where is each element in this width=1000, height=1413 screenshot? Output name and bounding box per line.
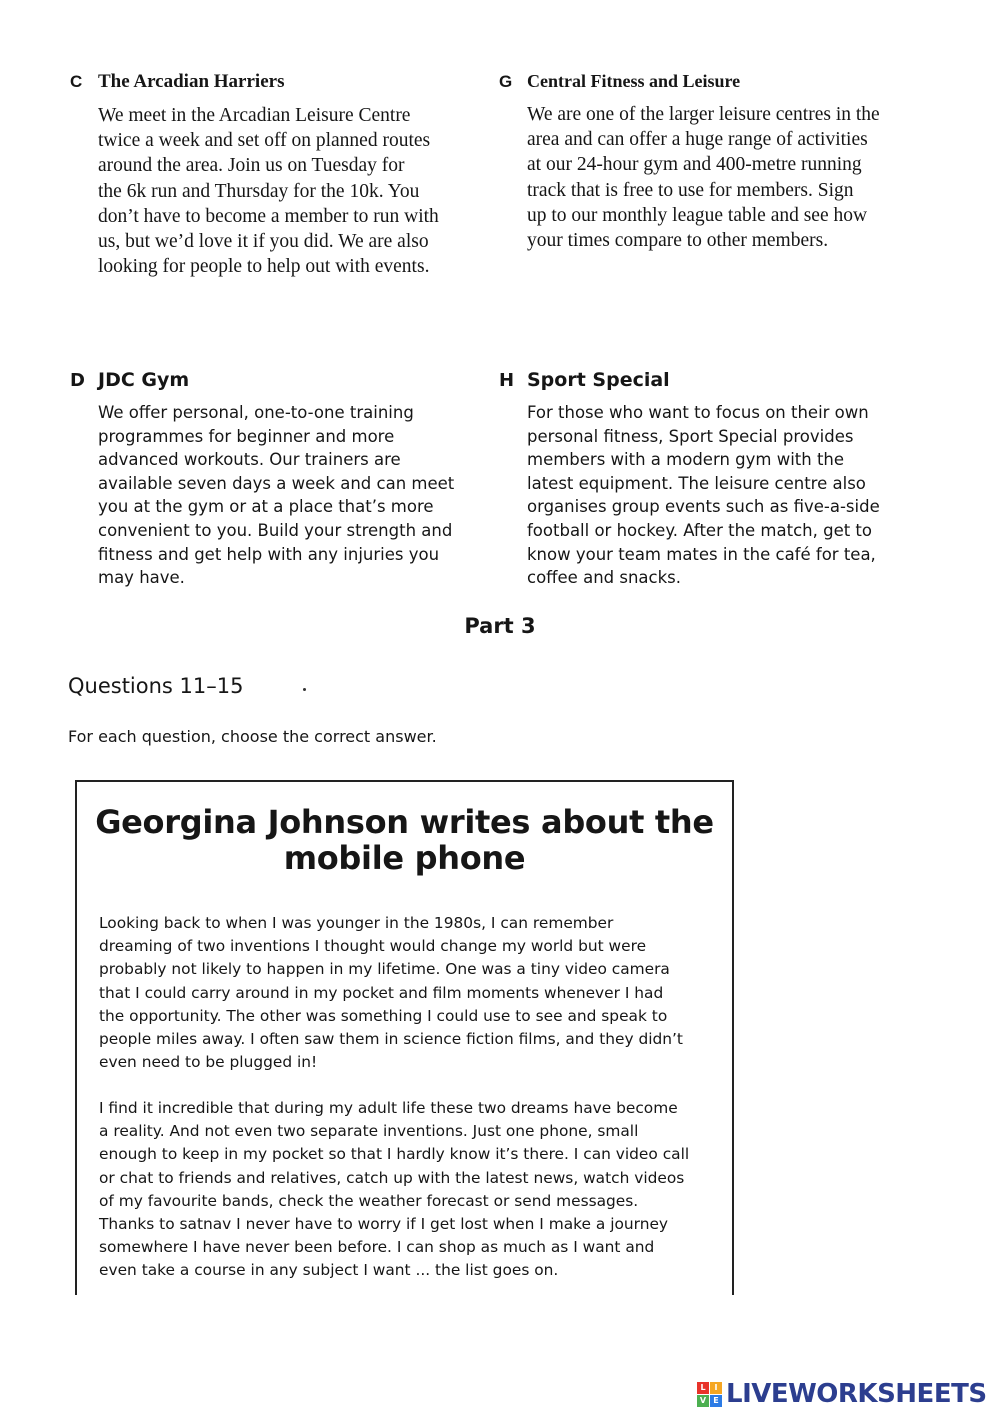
advert-h-header bbox=[499, 369, 939, 391]
advert-c-body: We meet in the Arcadian Leisure Centre twice a week and set off on planned routes around the area. Join us on Tuesday for the 6k run and Thursday for the 10k. You don’t have to become a member to run with us, but we’d love it if you did. We are also looking for people to help out with events. bbox=[98, 105, 439, 278]
advert-g-header bbox=[499, 71, 939, 92]
advert-g-title: Central Fitness and Leisure bbox=[527, 71, 741, 91]
liveworksheets-brand[interactable] bbox=[697, 1379, 987, 1409]
logo-letter-i: I bbox=[710, 1382, 722, 1394]
advert-c-title: The Arcadian Harriers bbox=[98, 71, 285, 92]
advert-c-letter: C bbox=[70, 72, 83, 91]
article-paragraph-1: Looking back to when I was younger in the 1980s, I can remember dreaming of two inventions I thought would change my world but were probably not likely to happen in my lifetime. One was a tiny video camera that I could carry around in my pocket and film moments whenever I had the opportunity. The other was something I could use to see and speak to people miles away. I often saw them in science fiction films, and they didn’t even need to be plugged in! bbox=[99, 914, 683, 1072]
advert-d-letter: D bbox=[70, 370, 85, 391]
advert-g bbox=[499, 71, 939, 253]
advert-d bbox=[70, 369, 490, 590]
advert-c-header bbox=[70, 71, 490, 93]
advert-d-title: JDC Gym bbox=[98, 369, 190, 391]
questions-heading: Questions 11–15 bbox=[68, 674, 244, 698]
logo-letter-v: V bbox=[697, 1395, 709, 1407]
advert-h-letter: H bbox=[499, 370, 515, 391]
instruction-text: For each question, choose the correct answer. bbox=[68, 727, 437, 746]
advert-d-body: We offer personal, one-to-one training programmes for beginner and more advanced workouts. Our trainers are available seven days a week and can meet you at the gym or at a place that’s more convenient to you. Build your strength and fitness and get help with any injuries you may have. bbox=[98, 403, 455, 588]
brand-name: LIVEWORKSHEETS bbox=[726, 1379, 987, 1409]
part-title: Part 3 bbox=[464, 614, 536, 638]
advert-d-header bbox=[70, 369, 490, 391]
liveworksheets-logo-icon bbox=[697, 1382, 722, 1407]
advert-h-body: For those who want to focus on their own personal fitness, Sport Special provides members with a modern gym with the latest equipment. The leisure centre also organises group events such as five-a-side football or hockey. After the match, get to know your team mates in the café for tea, coffee and snacks. bbox=[527, 403, 880, 588]
advert-h-title: Sport Special bbox=[527, 369, 670, 391]
logo-letter-e: E bbox=[710, 1395, 722, 1407]
advert-h bbox=[499, 369, 939, 590]
advert-c bbox=[70, 71, 490, 279]
scan-speck bbox=[303, 688, 306, 691]
article-paragraph-2: I find it incredible that during my adult life these two dreams have become a reality. And not even two separate inventions. Just one phone, small enough to keep in my pocket so that I hardly know it’s there. I can video call or chat to friends and relatives, catch up with the latest news, watch videos of my favourite bands, check the weather forecast or send messages. Thanks to satnav I never have to worry if I get lost when I make a journey somewhere I have never been before. I can shop as much as I want and even take a course in any subject I want ... the list goes on. bbox=[99, 1099, 690, 1280]
logo-letter-l: L bbox=[697, 1382, 709, 1394]
advert-g-body: We are one of the larger leisure centres in the area and can offer a huge range of activities at our 24-hour gym and 400-metre running track that is free to use for members. Sign up to our monthly league table and see how your times compare to other members. bbox=[527, 104, 880, 252]
article-title: Georgina Johnson writes about the mobile phone bbox=[95, 803, 714, 877]
advert-g-letter: G bbox=[499, 72, 513, 91]
article-box bbox=[75, 780, 734, 1295]
